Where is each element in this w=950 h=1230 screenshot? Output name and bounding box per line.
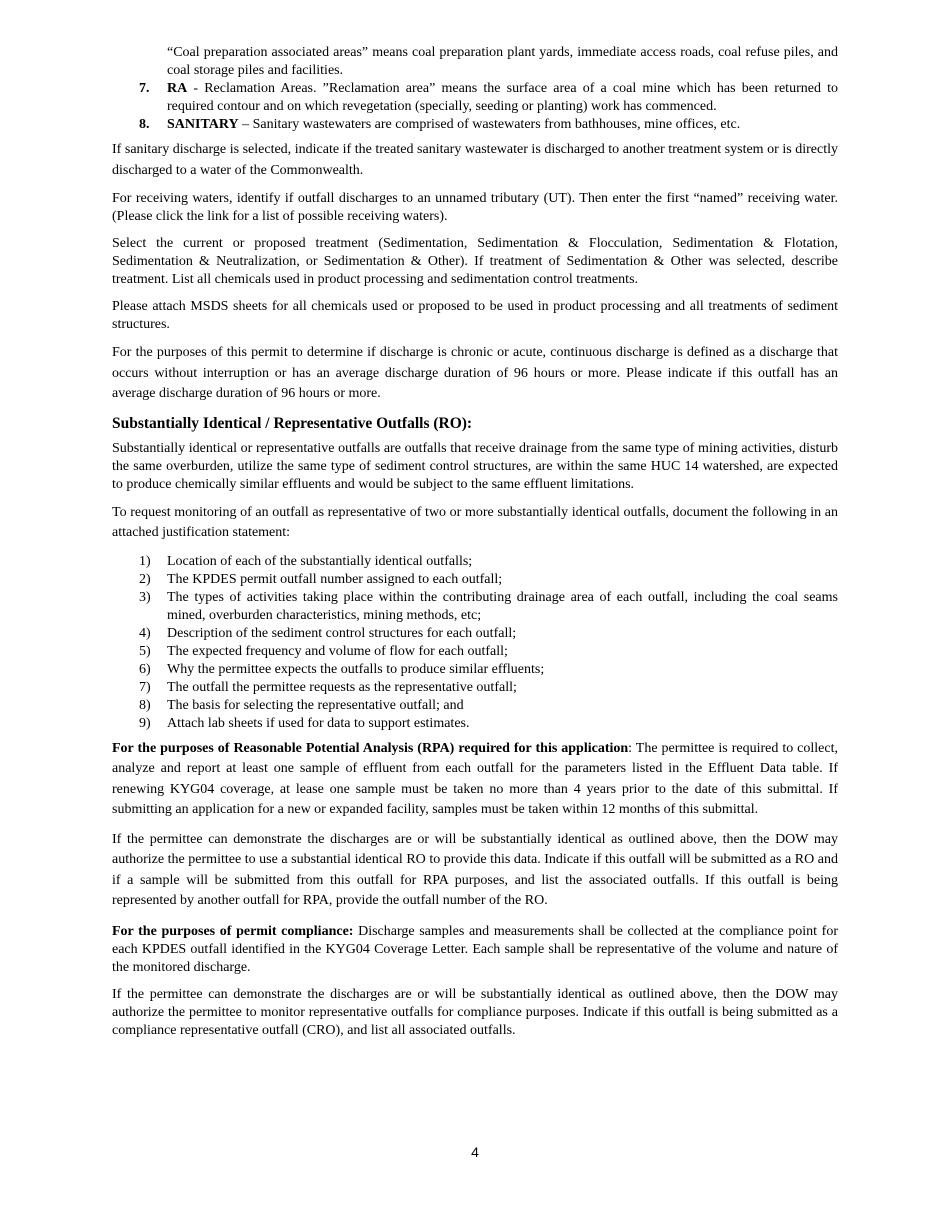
rpa-paragraph: [112, 739, 838, 821]
definition-7-term: RA: [167, 81, 188, 96]
definition-7-text: [167, 80, 838, 116]
rpa-text: : The permittee is required to collect, analyze and report at least one sample of effluent from each outfall for the parameters listed in the Effluent Data table. If renewing KYG04 coverage, at lease one sample must be taken no more than 4 years prior to the date of this submittal. If submitting an application for a new or expanded facility, samples must be taken within 12 months of this submittal.: [112, 740, 838, 817]
list-item: [112, 697, 838, 715]
definition-8-number: 8.: [139, 117, 150, 132]
justification-list: [112, 553, 838, 733]
ro-heading: Substantially Identical / Representative Outfalls (RO):: [112, 414, 473, 432]
list-item-text: The expected frequency and volume of flow for each outfall;: [167, 643, 508, 659]
list-item-text: Attach lab sheets if used for data to support estimates.: [167, 715, 470, 731]
chronic-paragraph: For the purposes of this permit to determine if discharge is chronic or acute, continuous discharge is defined as a discharge that occurs without interruption or has an average discharge duration of 96 hours or more. Please indicate if this outfall has an average discharge duration of 96 hours or more.: [112, 345, 838, 401]
request-paragraph: To request monitoring of an outfall as representative of two or more substantially identical outfalls, document the following in an attached justification statement:: [112, 504, 838, 540]
list-item-number: 6): [139, 661, 151, 677]
list-item-text: The basis for selecting the representative outfall; and: [167, 697, 464, 713]
list-item: [112, 571, 838, 589]
rpa-bold: For the purposes of Reasonable Potential Analysis (RPA) required for this application: [112, 740, 629, 756]
definition-8-body: – Sanitary wastewaters are comprised of wastewaters from bathhouses, mine offices, etc.: [238, 117, 741, 132]
list-item-text: The KPDES permit outfall number assigned to each outfall;: [167, 571, 503, 587]
list-item-number: 9): [139, 715, 151, 731]
compliance-paragraph: [112, 923, 838, 977]
sanitary-paragraph: If sanitary discharge is selected, indicate if the treated sanitary wastewater is discharged to another treatment system or is directly discharged to a water of the Commonwealth.: [112, 142, 838, 178]
definition-7: [112, 80, 838, 116]
list-item-number: 8): [139, 697, 151, 713]
list-item-text: Why the permittee expects the outfalls to produce similar effluents;: [167, 661, 545, 677]
definition-8-term: SANITARY: [167, 117, 239, 132]
page-number: 4: [471, 1144, 479, 1160]
msds-paragraph: Please attach MSDS sheets for all chemicals used or proposed to be used in product processing and all treatments of sediment structures.: [112, 299, 838, 332]
definition-7-body: - Reclamation Areas. ”Reclamation area” means the surface area of a coal mine which has been returned to required contour and on which revegetation (specially, seeding or planting) work has commenced.: [167, 81, 838, 114]
document-page: [112, 44, 838, 1040]
list-item-text: The outfall the permittee requests as the representative outfall;: [167, 679, 517, 695]
ro-definition-paragraph: Substantially identical or representative outfalls are outfalls that receive drainage from the same type of mining activities, disturb the same overburden, utilize the same type of sediment control structures, are within the same HUC 14 watershed, are expected to produce chemically similar effluents and would be subject to the same effluent limitations.: [112, 440, 838, 492]
list-item-number: 2): [139, 571, 151, 587]
coal-prep-definition: “Coal preparation associated areas” means coal preparation plant yards, immediate access roads, coal refuse piles, and coal storage piles and facilities.: [167, 45, 838, 78]
list-item-text: Description of the sediment control structures for each outfall;: [167, 625, 517, 641]
list-item: [112, 625, 838, 643]
list-item: [112, 589, 838, 625]
definition-8-text: [167, 116, 838, 134]
compliance-text: Discharge samples and measurements shall be collected at the compliance point for each KPDES outfall identified in the KYG04 Coverage Letter. Each sample shall be representative of the volume and nature of the monitored discharge.: [112, 923, 838, 975]
compliance-bold: For the purposes of permit compliance:: [112, 923, 354, 939]
demo-rpa-paragraph: If the permittee can demonstrate the discharges are or will be substantially identical as outlined above, then the DOW may authorize the permittee to use a substantial identical RO to provide this data. Indicate if this outfall will be submitted as a RO and if a sample will be submitted from this outfall for RPA purposes, and list the associated outfalls. If this outfall is being represented by another outfall for RPA, provide the outfall number of the RO.: [112, 831, 838, 908]
list-item: [112, 661, 838, 679]
list-item-text: The types of activities taking place within the contributing drainage area of each outfall, including the coal seams mined, overburden characteristics, mining methods, etc;: [167, 589, 838, 623]
list-item-text: Location of each of the substantially identical outfalls;: [167, 553, 473, 569]
list-item: [112, 679, 838, 697]
receiving-waters-paragraph: For receiving waters, identify if outfall discharges to an unnamed tributary (UT). Then enter the first “named” receiving water. (Please click the link for a list of possible receiving waters).: [112, 191, 838, 224]
list-item: [112, 643, 838, 661]
list-item-number: 4): [139, 625, 151, 641]
definition-7-number: 7.: [139, 81, 150, 96]
definition-8: [112, 116, 838, 134]
list-item-number: 3): [139, 589, 151, 605]
list-item: [112, 715, 838, 733]
list-item: [112, 553, 838, 571]
treatment-paragraph: Select the current or proposed treatment (Sedimentation, Sedimentation & Flocculation, Sedimentation & Flotation, Sedimentation & Neutralization, or Sedimentation & Other). If treatment of Sedimentation & Other was selected, describe treatment. List all chemicals used in product processing and sedimentation control treatments.: [112, 236, 838, 287]
list-item-number: 1): [139, 553, 151, 569]
demo-cro-paragraph: If the permittee can demonstrate the discharges are or will be substantially identical as outlined above, then the DOW may authorize the permittee to monitor representative outfalls for compliance purposes. Indicate if this outfall is being submitted as a compliance representative outfall (CRO), and list all associated outfalls.: [112, 986, 838, 1038]
list-item-number: 7): [139, 679, 151, 695]
list-item-number: 5): [139, 643, 151, 659]
